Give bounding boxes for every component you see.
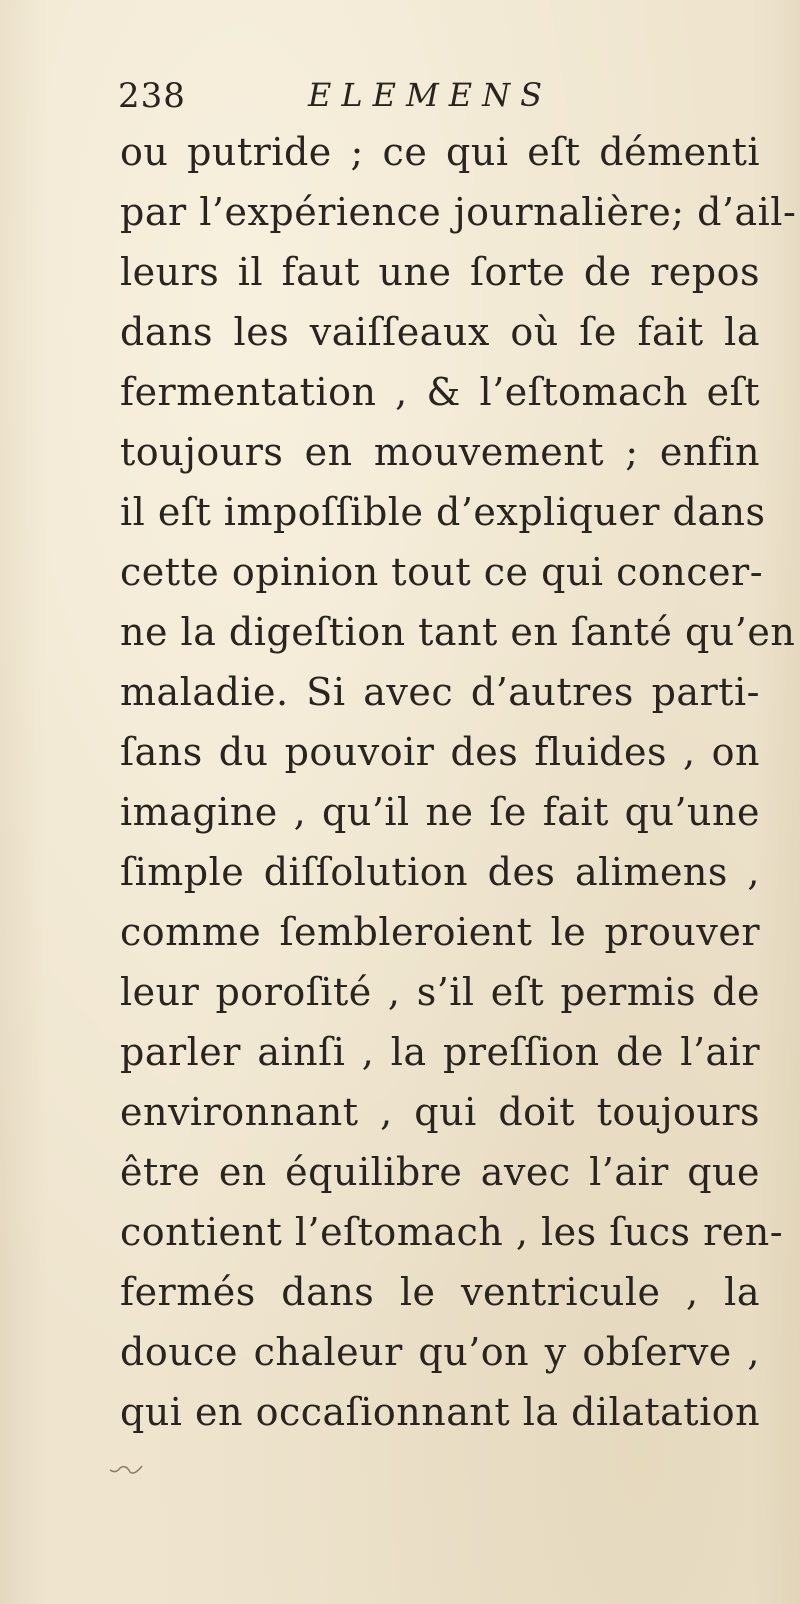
- text-line: parler ainſi , la preſſion de l’air: [120, 1030, 760, 1074]
- text-line: cette opinion tout ce qui concer-: [120, 550, 764, 594]
- text-line: fermentation , & l’eſtomach eſt: [120, 370, 760, 414]
- ink-blemish: [108, 1460, 148, 1480]
- text-line: ou putride ; ce qui eſt démenti: [120, 130, 760, 174]
- text-line: maladie. Si avec d’autres parti-: [120, 670, 760, 714]
- text-line: ſimple diſſolution des alimens ,: [120, 850, 760, 894]
- text-line: il eſt impoſſible d’expliquer dans: [120, 490, 766, 534]
- text-line: douce chaleur qu’on y obſerve ,: [120, 1330, 760, 1374]
- running-head: ELEMENS: [308, 76, 553, 114]
- text-line: qui en occaſionnant la dilatation: [120, 1390, 761, 1434]
- text-line: par l’expérience journalière; d’ail-: [120, 190, 797, 234]
- text-line: imagine , qu’il ne ſe fait qu’une: [120, 790, 760, 834]
- body-text: [120, 122, 797, 1442]
- text-line: toujours en mouvement ; enfin: [120, 430, 760, 474]
- text-line: fermés dans le ventricule , la: [120, 1270, 760, 1314]
- text-line: dans les vaiſſeaux où ſe fait la: [120, 310, 760, 354]
- text-line: leur poroſité , s’il eſt permis de: [120, 970, 760, 1014]
- text-line: ne la digeſtion tant en ſanté qu’en: [120, 610, 796, 654]
- text-line: leurs il faut une ſorte de repos: [120, 250, 760, 294]
- text-line: contient l’eſtomach , les ſucs ren-: [120, 1210, 784, 1254]
- page-number: 238: [118, 76, 186, 116]
- text-line: comme ſembleroient le prouver: [120, 910, 760, 954]
- text-line: ſans du pouvoir des fluides , on: [120, 730, 760, 774]
- text-line: être en équilibre avec l’air que: [120, 1150, 760, 1194]
- page-header: [118, 72, 678, 122]
- text-line: environnant , qui doit toujours: [120, 1090, 760, 1134]
